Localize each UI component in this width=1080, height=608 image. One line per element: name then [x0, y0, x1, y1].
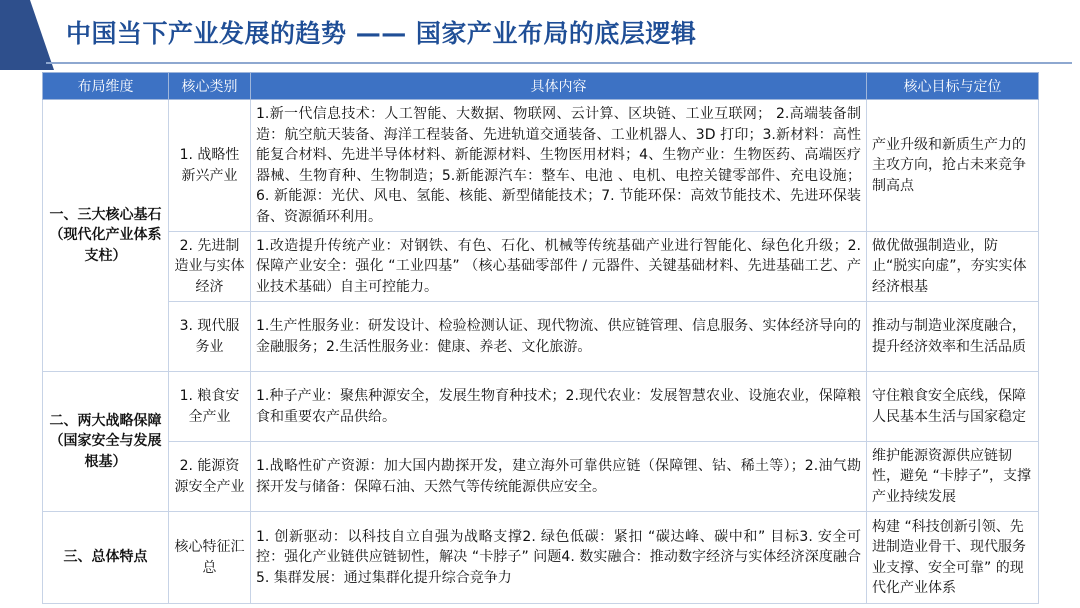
industry-layout-table [42, 72, 1039, 604]
category-cell: 核心特征汇总 [169, 512, 251, 604]
content-cell: 1.战略性矿产资源：加大国内勘探开发，建立海外可靠供应链（保障锂、钴、稀土等）；2.油气勘探开发与储备：保障石油、天然气等传统能源供应安全。 [251, 442, 867, 512]
goal-cell: 构建 “科技创新引领、先进制造业骨干、现代服务业支撑、安全可靠” 的现代化产业体系 [867, 512, 1039, 604]
goal-cell: 守住粮食安全底线，保障人民基本生活与国家稳定 [867, 372, 1039, 442]
content-cell: 1. 创新驱动：以科技自立自强为战略支撑2. 绿色低碳：紧扣 “碳达峰、碳中和” 目标3. 安全可控：强化产业链供应链韧性，解决 “卡脖子” 问题4. 数实融合：推动数字经济与实体经济深度融合5. 集群发展：通过集群化提升综合竞争力 [251, 512, 867, 604]
table-row [43, 100, 1039, 232]
header-content: 具体内容 [251, 73, 867, 100]
dimension-overall-features: 三、总体特点 [43, 512, 169, 604]
header-category: 核心类别 [169, 73, 251, 100]
page-title: 中国当下产业发展的趋势 —— 国家产业布局的底层逻辑 [66, 19, 697, 48]
dimension-strategic-guarantees: 二、两大战略保障（国家安全与发展根基） [43, 372, 169, 512]
table-row [43, 302, 1039, 372]
goal-cell: 做优做强制造业，防止“脱实向虚”，夯实实体经济根基 [867, 232, 1039, 302]
table-row [43, 372, 1039, 442]
category-cell: 3. 现代服务业 [169, 302, 251, 372]
title-divider [46, 62, 1072, 64]
category-cell: 1. 战略性新兴产业 [169, 100, 251, 232]
header-dimension: 布局维度 [43, 73, 169, 100]
table-row [43, 442, 1039, 512]
title-accent-bar [0, 0, 54, 70]
category-cell: 2. 先进制造业与实体经济 [169, 232, 251, 302]
category-cell: 2. 能源资源安全产业 [169, 442, 251, 512]
goal-cell: 推动与制造业深度融合，提升经济效率和生活品质 [867, 302, 1039, 372]
content-cell: 1.新一代信息技术：人工智能、大数据、物联网、云计算、区块链、工业互联网； 2.高端装备制造：航空航天装备、海洋工程装备、先进轨道交通装备、工业机器人、3D 打印；3.新材料：高性能复合材料、先进半导体材料、新能源材料、生物医用材料；4、生物产业：生物医药、高端医疗器械、生物育种、生物制造；5.新能源汽车：整车、电池 、电机、电控关键零部件、充电设施；6. 新能源：光伏、风电、氢能、核能、新型储能技术；7. 节能环保：高效节能技术、先进环保装备、资源循环利用。 [251, 100, 867, 232]
table-row [43, 232, 1039, 302]
content-cell: 1.改造提升传统产业：对钢铁、有色、石化、机械等传统基础产业进行智能化、绿色化升级；2. 保障产业安全：强化 “工业四基” （核心基础零部件 / 元器件、关键基础材料、先进基础工艺、产业技术基础）自主可控能力。 [251, 232, 867, 302]
goal-cell: 维护能源资源供应链韧性，避免 “卡脖子”，支撑产业持续发展 [867, 442, 1039, 512]
table-row [43, 512, 1039, 604]
goal-cell: 产业升级和新质生产力的主攻方向，抢占未来竞争制高点 [867, 100, 1039, 232]
category-cell: 1. 粮食安全产业 [169, 372, 251, 442]
table-header-row [43, 73, 1039, 100]
content-cell: 1.种子产业：聚焦种源安全，发展生物育种技术；2.现代农业：发展智慧农业、设施农业，保障粮食和重要农产品供给。 [251, 372, 867, 442]
content-cell: 1.生产性服务业：研发设计、检验检测认证、现代物流、供应链管理、信息服务、实体经济导向的金融服务；2.生活性服务业：健康、养老、文化旅游。 [251, 302, 867, 372]
header-goal: 核心目标与定位 [867, 73, 1039, 100]
dimension-core-pillars: 一、三大核心基石（现代化产业体系支柱） [43, 100, 169, 372]
